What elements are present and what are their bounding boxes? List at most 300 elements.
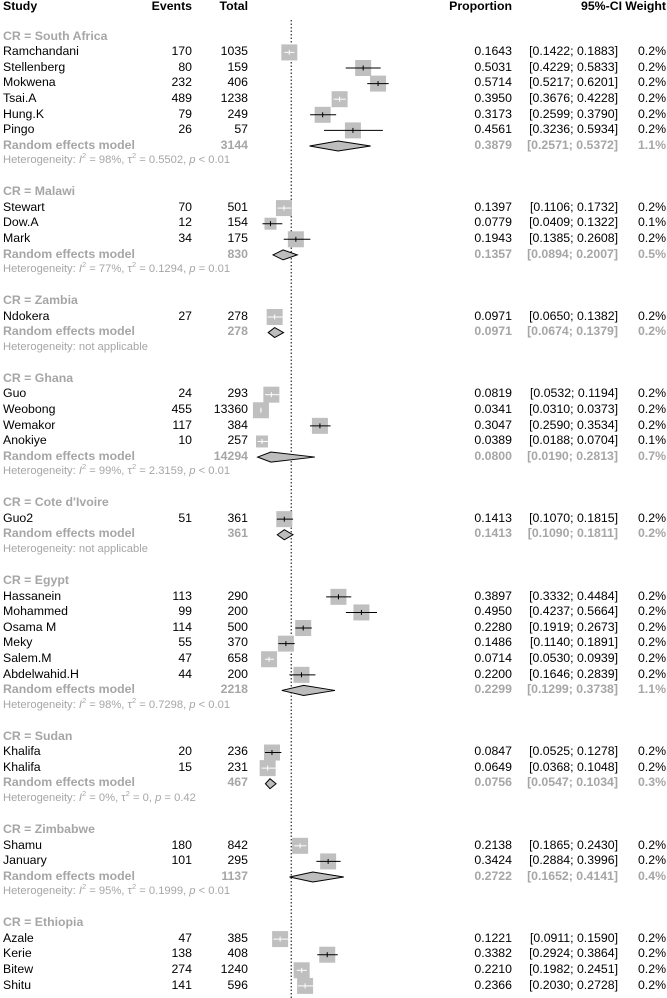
study-ci: [0.0409; 0.1322] bbox=[529, 215, 618, 230]
study-weight: 0.2% bbox=[637, 619, 666, 634]
study-total: 361 bbox=[227, 510, 248, 525]
summary-label: Random effects model bbox=[3, 682, 135, 697]
study-total: 658 bbox=[227, 650, 248, 665]
tau2-value: = 0.1999, bbox=[136, 885, 190, 898]
study-square-marker bbox=[370, 76, 386, 92]
study-proportion: 0.3047 bbox=[474, 417, 512, 432]
study-ci: [0.2884; 0.3996] bbox=[529, 853, 618, 868]
study-name: Hassanein bbox=[3, 588, 62, 603]
study-weight: 0.2% bbox=[637, 44, 666, 59]
study-ci: [0.4237; 0.5664] bbox=[529, 604, 618, 619]
study-weight: 0.2% bbox=[637, 401, 666, 416]
pooled-estimate-diamond bbox=[268, 328, 283, 338]
study-square-marker bbox=[253, 402, 269, 418]
study-name: Osama M bbox=[3, 619, 57, 634]
summary-proportion: 0.2722 bbox=[474, 868, 512, 883]
subgroup-label: CR = Sudan bbox=[3, 728, 73, 743]
i2-symbol: I bbox=[78, 154, 82, 167]
summary-weight: 0.7% bbox=[637, 448, 666, 463]
study-ci: [0.0188; 0.0704] bbox=[529, 433, 618, 448]
summary-weight: 0.3% bbox=[637, 775, 666, 790]
summary-proportion: 0.2299 bbox=[474, 682, 512, 697]
study-ci: [0.0532; 0.1194] bbox=[530, 386, 618, 401]
subgroup-label: CR = Ethiopia bbox=[3, 915, 84, 930]
study-square-marker bbox=[260, 760, 276, 776]
heterogeneity-text bbox=[3, 262, 230, 278]
summary-total: 361 bbox=[227, 526, 248, 541]
study-square-marker bbox=[353, 604, 369, 620]
pooled-estimate-diamond bbox=[258, 452, 315, 462]
study-ci: [0.1646; 0.2839] bbox=[529, 666, 618, 681]
study-proportion: 0.0389 bbox=[474, 433, 512, 448]
summary-label: Random effects model bbox=[3, 137, 135, 152]
study-events: 12 bbox=[178, 215, 192, 230]
study-events: 101 bbox=[171, 853, 192, 868]
study-total: 1035 bbox=[220, 44, 248, 59]
tau2-superscript: 2 bbox=[131, 695, 137, 705]
p-symbol: p bbox=[189, 698, 196, 711]
pooled-estimate-diamond bbox=[310, 141, 371, 151]
heterogeneity-prefix: Heterogeneity: bbox=[3, 465, 79, 478]
study-name: Mohammed bbox=[3, 604, 68, 619]
study-name: Wemakor bbox=[3, 417, 56, 432]
summary-label: Random effects model bbox=[3, 246, 135, 261]
summary-ci: [0.2571; 0.5372] bbox=[527, 137, 618, 152]
study-events: 80 bbox=[178, 59, 192, 74]
tau2-value: = 0.5502, bbox=[136, 154, 190, 167]
study-proportion: 0.0971 bbox=[474, 308, 512, 323]
subgroup-label: CR = Zambia bbox=[3, 293, 78, 308]
study-events: 113 bbox=[172, 588, 192, 603]
study-total: 57 bbox=[234, 122, 248, 137]
p-symbol: p bbox=[189, 263, 196, 276]
study-events: 170 bbox=[171, 44, 192, 59]
study-weight: 0.2% bbox=[637, 962, 666, 976]
study-events: 138 bbox=[171, 946, 192, 961]
study-events: 455 bbox=[171, 401, 192, 416]
study-total: 370 bbox=[227, 635, 248, 650]
study-events: 47 bbox=[178, 930, 192, 945]
summary-ci: [0.0190; 0.2813] bbox=[527, 448, 618, 463]
subgroup-label: CR = Cote d'Ivoire bbox=[3, 495, 109, 510]
study-ci: [0.3236; 0.5934] bbox=[529, 122, 618, 137]
study-name: Khalifa bbox=[3, 744, 41, 759]
study-weight: 0.2% bbox=[637, 510, 666, 525]
study-name: Hung.K bbox=[3, 106, 45, 121]
i2-symbol: I bbox=[78, 263, 82, 276]
i2-symbol: I bbox=[78, 885, 82, 898]
study-ci: [0.2030; 0.2728] bbox=[529, 977, 618, 992]
tau2-value: = 2.3159, bbox=[136, 465, 190, 478]
study-weight: 0.2% bbox=[637, 588, 666, 603]
study-events: 70 bbox=[178, 199, 192, 214]
study-square-marker bbox=[281, 44, 297, 60]
subgroup-label: CR = Malawi bbox=[3, 184, 76, 199]
study-weight: 0.1% bbox=[637, 433, 666, 448]
p-value: < 0.01 bbox=[195, 154, 231, 167]
summary-total: 2218 bbox=[220, 682, 248, 697]
p-value: < 0.01 bbox=[195, 465, 231, 478]
study-ci: [0.0911; 0.1590] bbox=[530, 930, 618, 945]
study-square-marker bbox=[256, 435, 268, 447]
tau2-superscript: 2 bbox=[131, 260, 137, 270]
study-events: 274 bbox=[171, 962, 192, 976]
header-study: Study bbox=[3, 0, 38, 13]
study-proportion: 0.1221 bbox=[474, 930, 512, 945]
study-name: Anokiye bbox=[3, 433, 47, 448]
study-square-marker bbox=[264, 745, 280, 761]
heterogeneity-prefix: Heterogeneity: bbox=[3, 792, 79, 805]
study-proportion: 0.3382 bbox=[474, 946, 512, 961]
study-square-marker bbox=[330, 589, 346, 605]
study-total: 501 bbox=[227, 199, 248, 214]
summary-weight: 0.4% bbox=[637, 868, 666, 883]
study-proportion: 0.3897 bbox=[474, 588, 512, 603]
study-events: 27 bbox=[178, 308, 192, 323]
study-name: Shitu bbox=[3, 977, 32, 992]
study-events: 47 bbox=[178, 650, 192, 665]
study-weight: 0.2% bbox=[637, 386, 666, 401]
study-name: Meky bbox=[3, 635, 33, 650]
study-name: Salem.M bbox=[3, 650, 52, 665]
study-weight: 0.2% bbox=[637, 199, 666, 214]
study-ci: [0.2590; 0.3534] bbox=[529, 417, 618, 432]
study-name: Azale bbox=[3, 930, 34, 945]
summary-ci: [0.1090; 0.1811] bbox=[527, 526, 618, 541]
summary-proportion: 0.3879 bbox=[474, 137, 512, 152]
study-events: 489 bbox=[171, 90, 192, 105]
study-proportion: 0.5714 bbox=[474, 75, 512, 90]
study-total: 385 bbox=[227, 930, 248, 945]
study-square-marker bbox=[292, 838, 308, 854]
header-total: Total bbox=[219, 0, 248, 13]
heterogeneity-text: Heterogeneity: not applicable bbox=[3, 340, 148, 353]
header-proportion: Proportion bbox=[449, 0, 512, 13]
pooled-estimate-diamond bbox=[265, 779, 276, 789]
study-proportion: 0.2366 bbox=[474, 977, 512, 992]
study-ci: [0.0368; 0.1048] bbox=[529, 759, 618, 774]
study-proportion: 0.4950 bbox=[474, 604, 512, 619]
study-proportion: 0.0819 bbox=[474, 386, 512, 401]
study-total: 406 bbox=[227, 75, 248, 90]
study-weight: 0.2% bbox=[637, 59, 666, 74]
study-events: 232 bbox=[171, 75, 192, 90]
study-name: Tsai.A bbox=[3, 90, 37, 105]
study-proportion: 0.3173 bbox=[474, 106, 512, 121]
summary-label: Random effects model bbox=[3, 324, 135, 339]
p-symbol: p bbox=[189, 465, 196, 478]
summary-weight: 1.1% bbox=[637, 137, 666, 152]
study-weight: 0.2% bbox=[637, 122, 666, 137]
summary-total: 1137 bbox=[221, 868, 248, 883]
study-square-marker bbox=[315, 107, 331, 123]
tau2-superscript: 2 bbox=[131, 882, 137, 892]
study-ci: [0.0310; 0.0373] bbox=[529, 401, 618, 416]
study-name: Stewart bbox=[3, 199, 45, 214]
study-events: 26 bbox=[178, 122, 192, 137]
summary-proportion: 0.1357 bbox=[474, 246, 512, 261]
study-events: 117 bbox=[172, 417, 192, 432]
study-total: 200 bbox=[227, 666, 248, 681]
study-proportion: 0.1413 bbox=[474, 510, 512, 525]
study-weight: 0.2% bbox=[637, 853, 666, 868]
p-symbol: p bbox=[155, 792, 162, 805]
study-proportion: 0.2280 bbox=[474, 619, 512, 634]
summary-proportion: 0.0756 bbox=[474, 775, 512, 790]
study-square-marker bbox=[294, 962, 310, 978]
study-name: Guo2 bbox=[3, 510, 34, 525]
study-square-marker bbox=[320, 853, 336, 869]
study-name: Stellenberg bbox=[3, 59, 66, 74]
i2-superscript: 2 bbox=[81, 695, 87, 705]
tau2-value: = 0.1294, bbox=[136, 263, 190, 276]
header-events: Events bbox=[151, 0, 192, 13]
study-ci: [0.1865; 0.2430] bbox=[529, 837, 618, 852]
study-total: 500 bbox=[227, 619, 248, 634]
study-ci: [0.0525; 0.1278] bbox=[529, 744, 618, 759]
summary-total: 467 bbox=[227, 775, 248, 790]
heterogeneity-prefix: Heterogeneity: bbox=[3, 885, 79, 898]
study-proportion: 0.2210 bbox=[474, 962, 512, 976]
study-ci: [0.1106; 0.1732] bbox=[530, 199, 618, 214]
study-proportion: 0.2138 bbox=[474, 837, 512, 852]
tau2-superscript: 2 bbox=[131, 462, 137, 472]
study-ci: [0.5217; 0.6201] bbox=[529, 75, 618, 90]
study-total: 384 bbox=[227, 417, 248, 432]
summary-proportion: 0.0800 bbox=[474, 448, 512, 463]
i2-superscript: 2 bbox=[81, 462, 87, 472]
subgroup-label: CR = Zimbabwe bbox=[3, 821, 95, 836]
heterogeneity-text bbox=[3, 695, 231, 714]
summary-ci: [0.0674; 0.1379] bbox=[527, 324, 618, 339]
heterogeneity-prefix: Heterogeneity: bbox=[3, 263, 79, 276]
study-events: 24 bbox=[178, 386, 192, 401]
study-events: 79 bbox=[178, 106, 192, 121]
summary-weight: 0.5% bbox=[637, 246, 666, 261]
study-weight: 0.2% bbox=[637, 75, 666, 90]
study-total: 842 bbox=[227, 837, 248, 852]
study-square-marker bbox=[272, 931, 288, 947]
study-name: Abdelwahid.H bbox=[3, 666, 79, 681]
study-proportion: 0.0341 bbox=[474, 401, 512, 416]
study-total: 13360 bbox=[213, 401, 248, 416]
study-proportion: 0.2200 bbox=[474, 666, 512, 681]
study-square-marker bbox=[261, 651, 277, 667]
tau2-value: = 0.7298, bbox=[136, 698, 190, 711]
study-ci: [0.1385; 0.2608] bbox=[529, 230, 618, 245]
study-square-marker bbox=[293, 667, 309, 683]
study-square-marker bbox=[276, 200, 292, 216]
study-total: 293 bbox=[227, 386, 248, 401]
study-weight: 0.2% bbox=[637, 930, 666, 945]
study-weight: 0.2% bbox=[637, 666, 666, 681]
summary-ci: [0.0894; 0.2007] bbox=[527, 246, 618, 261]
study-square-marker bbox=[276, 511, 292, 527]
p-value: = 0.01 bbox=[195, 263, 231, 276]
study-ci: [0.0530; 0.0939] bbox=[529, 650, 618, 665]
study-total: 1238 bbox=[220, 90, 248, 105]
heterogeneity-text bbox=[3, 464, 230, 480]
study-ci: [0.1982; 0.2451] bbox=[529, 962, 618, 976]
summary-label: Random effects model bbox=[3, 868, 135, 883]
study-weight: 0.2% bbox=[637, 650, 666, 665]
p-value: < 0.01 bbox=[195, 885, 231, 898]
i2-value: = 99%, τ bbox=[86, 465, 132, 478]
subgroup-label: CR = South Africa bbox=[3, 28, 108, 43]
p-value: = 0.42 bbox=[161, 792, 196, 805]
summary-weight: 1.1% bbox=[637, 682, 666, 697]
study-total: 200 bbox=[227, 604, 248, 619]
i2-superscript: 2 bbox=[81, 151, 87, 161]
study-events: 15 bbox=[178, 759, 192, 774]
study-weight: 0.2% bbox=[637, 417, 666, 432]
study-ci: [0.2924; 0.3864] bbox=[529, 946, 618, 961]
pooled-estimate-diamond bbox=[273, 250, 297, 260]
study-total: 257 bbox=[227, 433, 248, 448]
study-square-marker bbox=[295, 620, 311, 636]
summary-ci: [0.1652; 0.4141] bbox=[527, 868, 618, 883]
subgroup-label: CR = Ghana bbox=[3, 370, 74, 385]
p-symbol: p bbox=[189, 885, 196, 898]
pooled-estimate-diamond bbox=[282, 685, 335, 695]
summary-total: 830 bbox=[227, 246, 248, 261]
study-weight: 0.2% bbox=[637, 759, 666, 774]
i2-superscript: 2 bbox=[81, 789, 87, 799]
i2-superscript: 2 bbox=[81, 260, 87, 270]
study-proportion: 0.5031 bbox=[474, 59, 512, 74]
study-square-marker bbox=[263, 387, 279, 403]
study-total: 408 bbox=[227, 946, 248, 961]
study-square-marker bbox=[345, 122, 361, 138]
study-name: Shamu bbox=[3, 837, 42, 852]
pooled-estimate-diamond bbox=[277, 530, 293, 540]
study-events: 34 bbox=[178, 230, 192, 245]
study-name: Ramchandani bbox=[3, 44, 79, 59]
summary-total: 3144 bbox=[220, 137, 248, 152]
study-proportion: 0.0847 bbox=[474, 744, 512, 759]
study-square-marker bbox=[264, 218, 276, 230]
study-proportion: 0.3950 bbox=[474, 90, 512, 105]
summary-ci: [0.0547; 0.1034] bbox=[527, 775, 618, 790]
study-total: 159 bbox=[227, 59, 248, 74]
study-square-marker bbox=[278, 636, 294, 652]
study-square-marker bbox=[267, 309, 283, 325]
summary-weight: 0.2% bbox=[637, 324, 666, 339]
study-proportion: 0.0649 bbox=[474, 759, 512, 774]
i2-value: = 98%, τ bbox=[86, 154, 132, 167]
study-name: Kerie bbox=[3, 946, 32, 961]
study-square-marker bbox=[312, 418, 328, 434]
study-weight: 0.2% bbox=[637, 837, 666, 852]
study-proportion: 0.1486 bbox=[474, 635, 512, 650]
study-total: 236 bbox=[227, 744, 248, 759]
study-weight: 0.2% bbox=[637, 604, 666, 619]
study-total: 290 bbox=[227, 588, 248, 603]
study-events: 55 bbox=[178, 635, 192, 650]
study-square-marker bbox=[319, 947, 335, 963]
heterogeneity-text: Heterogeneity: not applicable bbox=[3, 543, 148, 556]
study-total: 249 bbox=[227, 106, 248, 121]
i2-symbol: I bbox=[78, 465, 82, 478]
p-value: < 0.01 bbox=[195, 698, 231, 711]
study-name: Mark bbox=[3, 230, 31, 245]
study-events: 10 bbox=[178, 433, 192, 448]
header-ci: 95%-CI bbox=[580, 0, 622, 13]
header-weight: Weight bbox=[625, 0, 666, 13]
heterogeneity-prefix: Heterogeneity: bbox=[3, 154, 79, 167]
summary-proportion: 0.0971 bbox=[474, 324, 512, 339]
i2-symbol: I bbox=[78, 698, 82, 711]
study-weight: 0.2% bbox=[637, 946, 666, 961]
p-symbol: p bbox=[189, 154, 196, 167]
heterogeneity-text bbox=[3, 791, 196, 807]
study-events: 141 bbox=[171, 977, 192, 992]
i2-value: = 95%, τ bbox=[86, 885, 132, 898]
study-name: January bbox=[3, 853, 47, 868]
study-weight: 0.2% bbox=[637, 977, 666, 992]
study-proportion: 0.1397 bbox=[474, 199, 512, 214]
pooled-estimate-diamond bbox=[290, 872, 344, 882]
study-proportion: 0.3424 bbox=[474, 853, 512, 868]
study-square-marker bbox=[332, 91, 348, 107]
study-name: Ndokera bbox=[3, 308, 50, 323]
study-weight: 0.2% bbox=[637, 230, 666, 245]
study-events: 20 bbox=[178, 744, 192, 759]
tau2-superscript: 2 bbox=[131, 151, 137, 161]
study-weight: 0.1% bbox=[637, 215, 666, 230]
study-ci: [0.1919; 0.2673] bbox=[529, 619, 618, 634]
study-weight: 0.2% bbox=[637, 106, 666, 121]
summary-label: Random effects model bbox=[3, 448, 135, 463]
study-total: 278 bbox=[227, 308, 248, 323]
study-events: 44 bbox=[178, 666, 192, 681]
study-name: Mokwena bbox=[3, 75, 56, 90]
study-name: Dow.A bbox=[3, 215, 39, 230]
study-events: 99 bbox=[178, 604, 192, 619]
summary-proportion: 0.1413 bbox=[474, 526, 512, 541]
study-name: Guo bbox=[3, 386, 27, 401]
study-total: 154 bbox=[227, 215, 248, 230]
heterogeneity-prefix: Heterogeneity: bbox=[3, 698, 79, 711]
study-ci: [0.3332; 0.4484] bbox=[529, 588, 618, 603]
i2-superscript: 2 bbox=[81, 882, 87, 892]
study-name: Bitew bbox=[3, 962, 34, 976]
study-ci: [0.4229; 0.5833] bbox=[529, 59, 618, 74]
study-total: 1240 bbox=[220, 962, 248, 976]
study-ci: [0.1070; 0.1815] bbox=[529, 510, 618, 525]
heterogeneity-text bbox=[3, 884, 230, 900]
study-ci: [0.0650; 0.1382] bbox=[529, 308, 618, 323]
summary-label: Random effects model bbox=[3, 775, 135, 790]
heterogeneity-text bbox=[3, 153, 230, 169]
study-square-marker bbox=[297, 978, 313, 994]
i2-value: = 0%, τ bbox=[86, 792, 126, 805]
study-total: 175 bbox=[227, 230, 248, 245]
study-name: Khalifa bbox=[3, 759, 41, 774]
study-ci: [0.1140; 0.1891] bbox=[530, 635, 618, 650]
study-total: 596 bbox=[227, 977, 248, 992]
study-weight: 0.2% bbox=[637, 308, 666, 323]
study-events: 114 bbox=[172, 619, 192, 634]
summary-label: Random effects model bbox=[3, 526, 135, 541]
study-events: 51 bbox=[178, 510, 192, 525]
subgroup-label: CR = Egypt bbox=[3, 572, 69, 587]
i2-value: = 77%, τ bbox=[86, 263, 132, 276]
tau2-value: = 0, bbox=[129, 792, 156, 805]
study-proportion: 0.0779 bbox=[474, 215, 512, 230]
summary-total: 14294 bbox=[213, 448, 248, 463]
study-weight: 0.2% bbox=[637, 635, 666, 650]
